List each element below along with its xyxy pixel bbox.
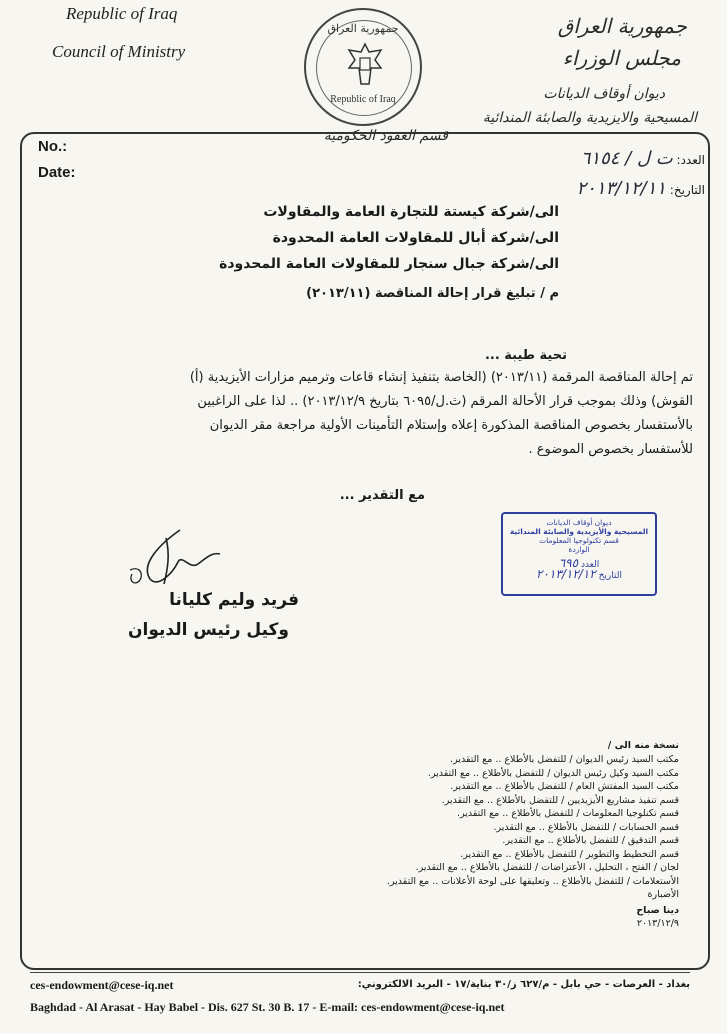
- body-line3: بالأستفسار بخصوص المناقصة المذكورة إعلاه وإستلام التأمينات الأولية مراجعة مقر الديوان: [209, 418, 693, 433]
- footer-email[interactable]: ces-endowment@cese-iq.net: [30, 978, 174, 992]
- eagle-emblem-icon: [345, 40, 385, 90]
- stamp-date-value: ٢٠١٣/١٢/١٢: [536, 567, 596, 581]
- cc-item: الأضبارة: [647, 889, 679, 900]
- cc-title: نسخة منه الى /: [607, 740, 679, 751]
- header-en-line1: Republic of Iraq: [66, 4, 178, 23]
- stamp-line1: ديوان أوقاف الديانات: [546, 518, 612, 527]
- body-line1: تم إحالة المناقصة المرقمة (٢٠١٣/١١) (الخاصة بتنفيذ إنشاء قاعات وترميم مزارات الأيزيدية (أ): [189, 370, 693, 385]
- stamp-line2: المسيحية والأيزيدية والصابئة المندائية: [509, 527, 649, 536]
- stamp-date-label: التاريخ: [598, 571, 622, 581]
- footer-ar-address: بغداد - العرصات - حي بابل - م/٦٢٧ ز/٣٠ بناية/١٧ - البريد الالكتروني:: [357, 979, 690, 990]
- footer-en-address: Baghdad - Al Arasat - Hay Babel - Dis. 627 St. 30 B. 17 - E-mail: ces-endowment@cese-iq.net: [30, 1000, 505, 1014]
- signatory-name: فريد وليم كليانا: [169, 590, 299, 610]
- number-row: [445, 148, 705, 169]
- signatory-title: وكيل رئيس الديوان: [128, 620, 289, 640]
- cc-list: [259, 753, 679, 931]
- stamp-date-row: [503, 567, 655, 581]
- republic-seal: [304, 8, 422, 126]
- date-value: ٢٠١٣/١٢/١١: [576, 178, 666, 199]
- cc-item: لجان / الفتح ، التحليل ، الأعتراضات / للتفضل بالأطلاع .. مع التقدير.: [415, 862, 679, 873]
- cc-item: قسم التدقيق / للتفضل بالأطلاع .. مع التقدير.: [502, 835, 679, 846]
- header-ar-line2: مجلس الوزراء: [562, 46, 681, 70]
- greeting: تحية طيبة ...: [484, 348, 567, 363]
- seal-en-text: Republic of Iraq: [330, 94, 396, 105]
- department-name: قسم العقود الحكومية: [323, 128, 448, 144]
- typist-date: ٢٠١٣/١٢/٩: [636, 918, 679, 929]
- cc-item: قسم تكنلوجيا المعلومات / للتفضل بالأطلاع .. مع التقدير.: [456, 808, 679, 819]
- body-line2: القوش) وذلك بموجب قرار الأحالة المرقم (ث.ل/٦٠٩٥ بتاريخ ٢٠١٣/١٢/٩) .. لذا على الراغبين: [197, 394, 693, 409]
- cc-item: قسم تنفيذ مشاريع الأيزيديين / للتفضل بالأطلاع .. مع التقدير.: [441, 794, 679, 806]
- typist-name: دينا صباح: [636, 904, 679, 916]
- header-en-line2: Council of Ministry: [52, 42, 186, 61]
- stamp-line4: الواردة: [568, 545, 590, 554]
- cc-item: مكتب السيد رئيس الديوان / للتفضل بالأطلاع .. مع التقدير.: [450, 754, 679, 765]
- stamp-line3: قسم تكنولوجيا المعلومات: [539, 536, 619, 545]
- header-ar-line3: ديوان أوقاف الديانات: [543, 86, 665, 102]
- date-label-ar: التاريخ:: [669, 183, 705, 197]
- footer-ar-row: [30, 978, 690, 996]
- stamp-number-value: ٦٩٥: [558, 556, 579, 570]
- incoming-stamp: [501, 512, 657, 596]
- subject-line: م / تبليغ قرار إحالة المناقصة (٢٠١٣/١١): [306, 286, 559, 301]
- number-value: ت ل / ٦١٥٤: [580, 148, 673, 169]
- cc-item: الأستعلامات / للتفضل بالأطلاع .. وتعليقها على لوحة الأعلانات .. مع التقدير.: [386, 875, 679, 887]
- date-row: [445, 178, 705, 199]
- closing: مع التقدير ...: [339, 488, 425, 503]
- body-line4: للأستفسار بخصوص الموضوع .: [528, 442, 693, 457]
- handwritten-signature: [120, 524, 230, 594]
- recipient-line2: الى/شركة أبال للمقاولات العامة المحدودة: [272, 230, 559, 246]
- recipient-line1: الى/شركة كيستة للتجارة العامة والمقاولات: [263, 204, 559, 220]
- cc-item: قسم التخطيط والتطوير / للتفضل بالأطلاع .. مع التقدير.: [460, 848, 679, 860]
- number-label-ar: العدد:: [676, 153, 705, 167]
- cc-item: مكتب السيد وكيل رئيس الديوان / للتفضل بالأطلاع .. مع التقدير.: [427, 767, 679, 779]
- header-ar-line1: جمهورية العراق: [557, 14, 687, 38]
- header-ar-line4: المسيحية والايزيدية والصابئة المندائية: [482, 110, 697, 126]
- cc-item: قسم الحسابات / للتفضل بالأطلاع .. مع التقدير.: [493, 821, 679, 833]
- date-label: Date:: [38, 164, 76, 181]
- seal-ar-text: جمهورية العراق: [327, 22, 399, 35]
- cc-item: مكتب السيد المفتش العام / للتفضل بالأطلاع .. مع التقدير.: [450, 781, 679, 792]
- no-label: No.:: [38, 138, 68, 155]
- stamp-number-label: العدد: [580, 560, 600, 570]
- footer-divider: [30, 972, 690, 973]
- recipient-line3: الى/شركة جبال سنجار للمقاولات العامة المحدودة: [219, 256, 559, 272]
